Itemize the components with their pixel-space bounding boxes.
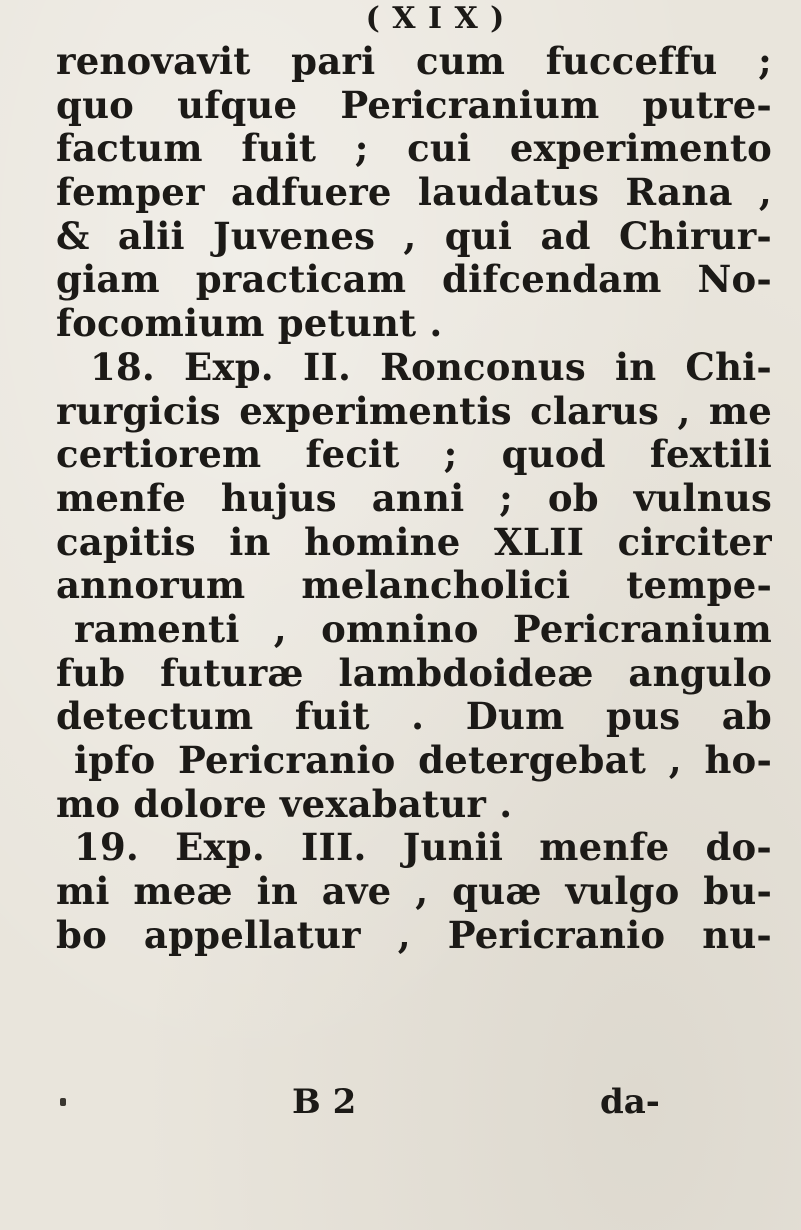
text-line: detectum fuit . Dum pus ab xyxy=(56,695,772,739)
page-footer xyxy=(100,1080,700,1124)
body-text xyxy=(56,40,772,957)
ink-speck xyxy=(60,1098,66,1106)
page-header: ( X I X ) xyxy=(365,1,506,36)
text-line: & alii Juvenes , qui ad Chirur- xyxy=(56,214,772,258)
text-line: quo ufque Pericranium putre- xyxy=(56,83,772,127)
text-line: annorum melancholici tempe- xyxy=(56,564,772,608)
text-line: femper adfuere laudatus Rana , xyxy=(56,171,772,215)
text-line: giam practicam difcendam No- xyxy=(56,258,772,302)
signature-mark: B 2 xyxy=(292,1082,357,1122)
catchword: da- xyxy=(600,1082,660,1122)
text-line: mi meæ in ave , quæ vulgo bu- xyxy=(56,870,772,914)
text-line: capitis in homine XLII circiter xyxy=(56,520,772,564)
text-line: renovavit pari cum fucceffu ; xyxy=(56,40,772,83)
text-line: 19. Exp. III. Junii menfe do- xyxy=(74,826,772,870)
text-line: 18. Exp. II. Ronconus in Chi- xyxy=(90,345,772,389)
text-line: factum fuit ; cui experimento xyxy=(56,127,772,171)
text-line: certiorem fecit ; quod fextili xyxy=(56,433,772,477)
text-line: focomium petunt . xyxy=(56,302,443,346)
text-line: mo dolore vexabatur . xyxy=(56,782,513,826)
text-line: menfe hujus anni ; ob vulnus xyxy=(56,476,772,520)
text-line: bo appellatur , Pericranio nu- xyxy=(56,913,772,957)
text-line: ipfo Pericranio detergebat , ho- xyxy=(74,739,772,782)
text-line: ramenti , omnino Pericranium xyxy=(74,607,772,651)
text-line: fub futuræ lambdoideæ angulo xyxy=(56,651,772,695)
text-line: rurgicis experimentis clarus , me xyxy=(56,389,772,433)
